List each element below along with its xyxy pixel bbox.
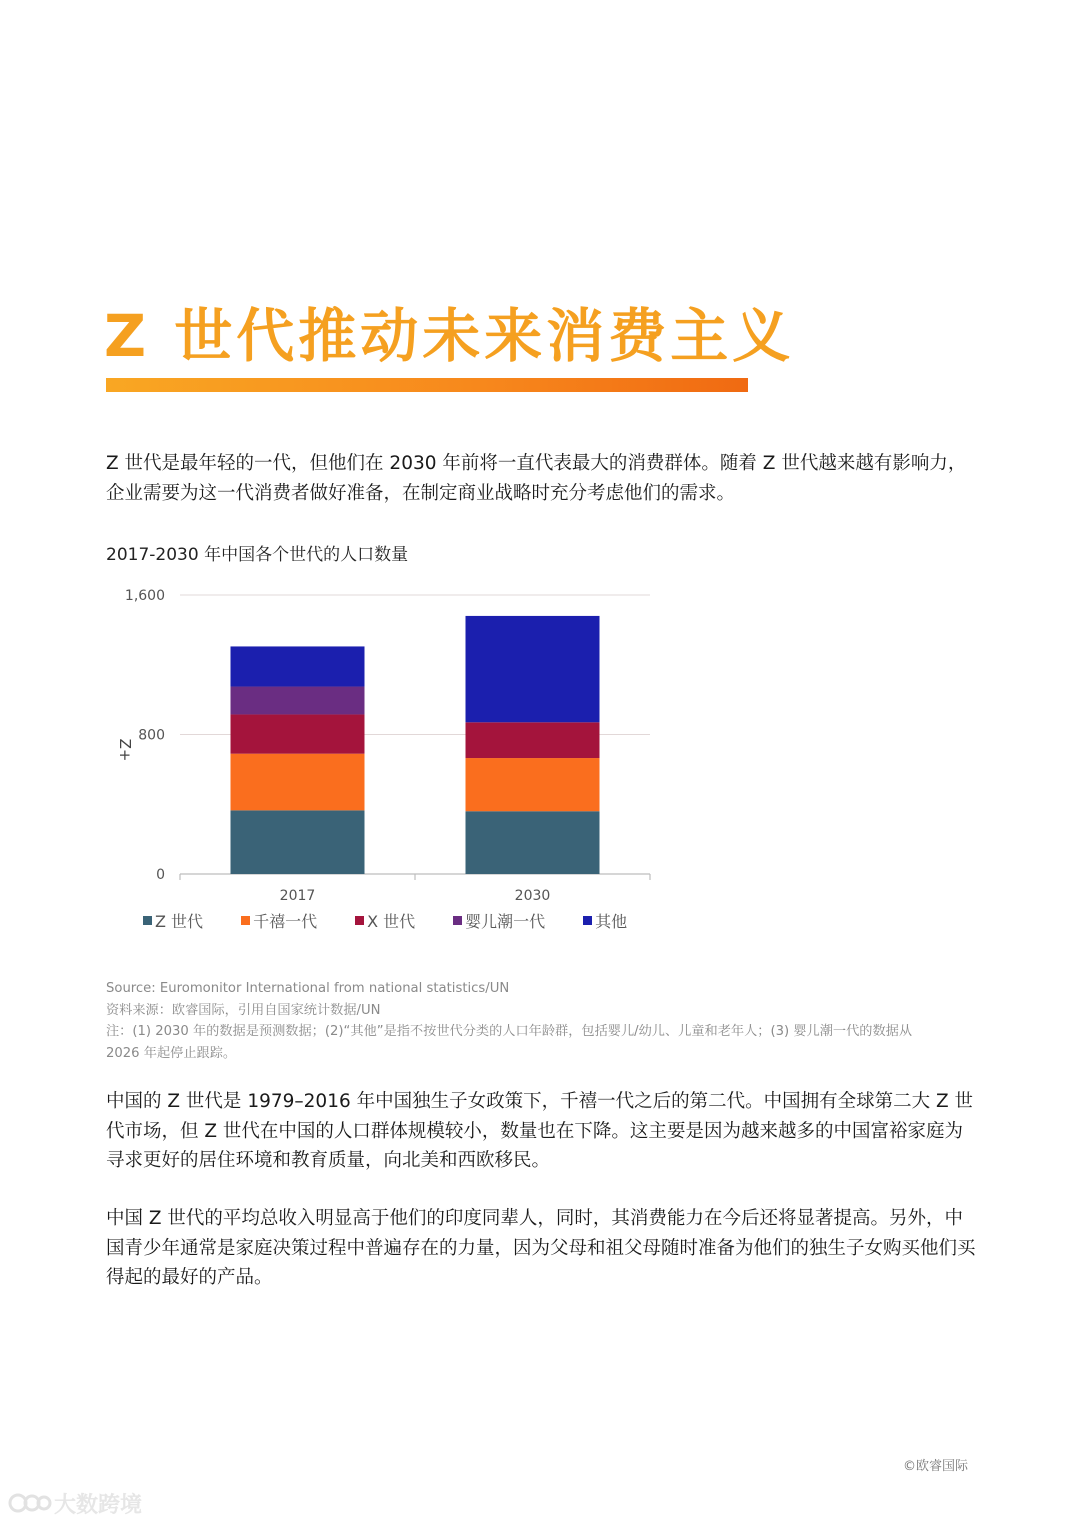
legend-label: 其他: [595, 911, 628, 931]
legend-swatch: [583, 916, 592, 925]
legend-label: Z 世代: [155, 911, 204, 931]
legend-item: [583, 909, 627, 932]
stacked-bar-chart: [100, 578, 660, 908]
legend-item: [241, 909, 317, 932]
legend-item: [355, 909, 415, 932]
legend-swatch: [453, 916, 462, 925]
bar-segment: [466, 811, 600, 874]
copyright-notice: ©欧睿国际: [903, 1459, 969, 1474]
bar-segment: [231, 754, 365, 811]
legend-label: 千禧一代: [253, 911, 318, 931]
legend-item: [453, 909, 545, 932]
bar-segment: [231, 646, 365, 686]
source-en: Source: Euromonitor International from national statistics/UN: [106, 981, 510, 996]
bar-segment: [466, 616, 600, 722]
watermark-text: 大数跨境: [54, 1492, 143, 1518]
chart-legend: [143, 908, 665, 932]
bar-segment: [231, 687, 365, 715]
note-line-2: 2026 年起停止跟踪。: [106, 1045, 237, 1061]
legend-swatch: [241, 916, 250, 925]
bar-segment: [231, 810, 365, 874]
y-tick-label: 1,600: [124, 588, 165, 604]
intro-paragraph: Z 世代是最年轻的一代，但他们在 2030 年前将一直代表最大的消费群体。随着 Z 世代越来越有影响力，企业需要为这一代消费者做好准备，在制定商业战略时充分考虑他们的需求。: [106, 453, 967, 504]
bar-segment: [231, 714, 365, 753]
body-paragraph-2: 中国的 Z 世代是 1979–2016 年中国独生子女政策下，千禧一代之后的第二代。中国拥有全球第二大 Z 世代市场，但 Z 世代在中国的人口群体规模较小，数量也在下降。这主要是因为越来越多的中国富裕家庭为寻求更好的居住环境和教育质量，向北美和西欧移民。: [106, 1091, 974, 1171]
source-cn: 资料来源：欧睿国际，引用自国家统计数据/UN: [106, 1002, 381, 1018]
bar-segment: [466, 722, 600, 758]
watermark: [8, 1487, 142, 1519]
note-line-1: 注：(1) 2030 年的数据是预测数据；(2)“其他”是指不按世代分类的人口年龄群，包括婴儿/幼儿、儿童和老年人；(3) 婴儿潮一代的数据从: [106, 1024, 913, 1039]
bar-segment: [466, 758, 600, 811]
legend-label: X 世代: [367, 911, 416, 931]
x-tick-label: 2017: [279, 888, 316, 904]
y-axis-annotation: Z+: [116, 738, 134, 762]
page-title: Z 世代推动未来消费主义: [104, 302, 795, 370]
chart-notes: [106, 978, 986, 1064]
legend-label: 婴儿潮一代: [465, 911, 546, 931]
y-tick-label: 800: [138, 727, 165, 744]
y-tick-label: 0: [156, 867, 165, 883]
title-underline-bar: [106, 378, 748, 392]
watermark-logo-icon: [8, 1490, 52, 1516]
legend-swatch: [143, 916, 152, 925]
body-paragraph-3: 中国 Z 世代的平均总收入明显高于他们的印度同辈人，同时，其消费能力在今后还将显著提高。另外，中国青少年通常是家庭决策过程中普遍存在的力量，因为父母和祖父母随时准备为他们的独生子女购买他们买得起的最好的产品。: [106, 1208, 976, 1288]
legend-item: [143, 909, 203, 932]
x-tick-label: 2030: [514, 888, 551, 904]
legend-swatch: [355, 916, 364, 925]
chart-title: 2017-2030 年中国各个世代的人口数量: [106, 545, 409, 565]
